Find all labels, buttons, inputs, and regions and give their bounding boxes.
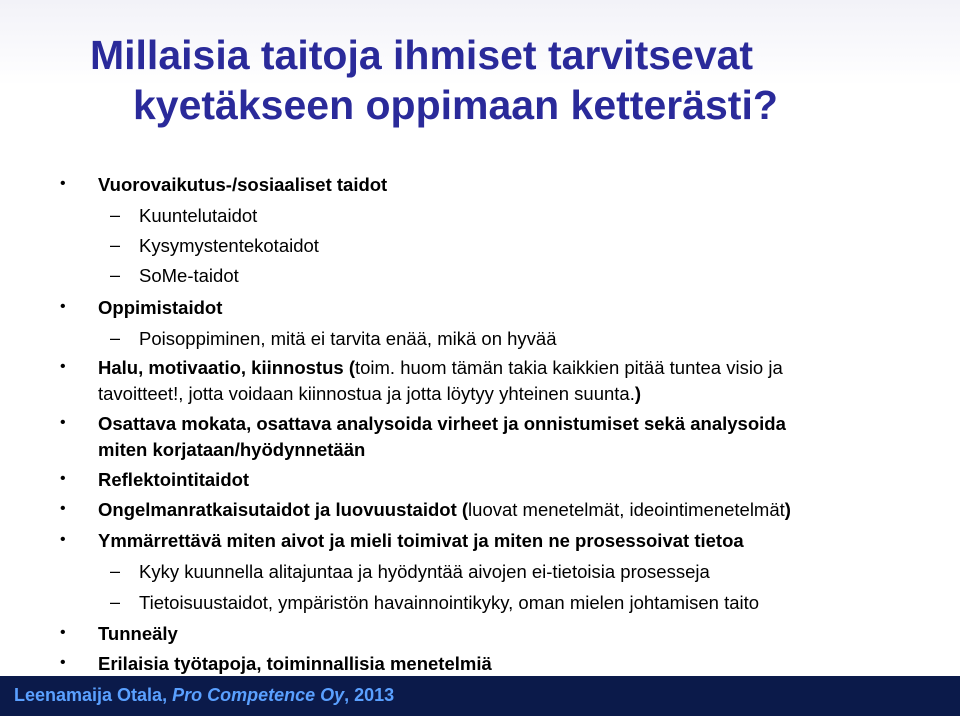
bullet-icon: • xyxy=(60,414,66,431)
sub-item-text: Poisoppiminen, mitä ei tarvita enää, mikä on hyvää xyxy=(139,328,557,349)
list-item-text xyxy=(98,383,641,405)
motivation-note-line-2: tavoitteet!, jotta voidaan kiinnostua ja jotta löytyy yhteinen suunta. xyxy=(98,383,635,404)
bullet-icon: • xyxy=(60,175,66,192)
motivation-bold: Halu, motivaatio, kiinnostus ( xyxy=(98,357,355,378)
list-item-text xyxy=(98,499,791,521)
bullet-icon: • xyxy=(60,358,66,375)
slide-title xyxy=(90,30,778,130)
list-item-text: miten korjataan/hyödynnetään xyxy=(98,439,366,460)
footer-bar xyxy=(0,676,960,716)
dash-icon: – xyxy=(110,235,121,255)
sub-item-text: Tietoisuustaidot, ympäristön havainnointikyky, oman mielen johtamisen taito xyxy=(139,592,760,613)
dash-icon: – xyxy=(110,205,121,225)
title-line-1: Millaisia taitoja ihmiset tarvitsevat xyxy=(90,32,754,78)
list-item-text xyxy=(98,357,783,379)
bullet-icon: • xyxy=(60,531,66,548)
dash-icon: – xyxy=(110,561,121,581)
list-item-text: Osattava mokata, osattava analysoida virheet ja onnistumiset sekä analysoida xyxy=(98,413,786,434)
problem-solving-note: luovat menetelmät, ideointimenetelmät xyxy=(468,499,785,520)
sub-item-text: Kysymystentekotaidot xyxy=(139,235,319,256)
motivation-note-line-1: toim. huom tämän takia kaikkien pitää tuntea visio ja xyxy=(354,357,783,378)
footer-author: Leenamaija Otala, xyxy=(14,685,173,705)
dash-icon: – xyxy=(110,265,121,285)
motivation-bold-end: ) xyxy=(634,383,642,404)
dash-icon: – xyxy=(110,328,121,348)
list-item-text: Vuorovaikutus-/sosiaaliset taidot xyxy=(98,174,388,195)
problem-solving-bold: Ongelmanratkaisutaidot ja luovuustaidot ( xyxy=(98,499,469,520)
list-item-text: Ymmärrettävä miten aivot ja mieli toimivat ja miten ne prosessoivat tietoa xyxy=(98,530,744,551)
bullet-icon: • xyxy=(60,470,66,487)
bullet-icon: • xyxy=(60,624,66,641)
list-item-text: Erilaisia työtapoja, toiminnallisia menetelmiä xyxy=(98,653,492,674)
title-line-2: kyetäkseen oppimaan ketterästi? xyxy=(133,82,778,128)
list-item-text: Reflektointitaidot xyxy=(98,469,250,490)
dash-icon: – xyxy=(110,592,121,612)
bullet-icon: • xyxy=(60,298,66,315)
footer-company: Pro Competence Oy xyxy=(172,685,345,705)
sub-item-text: Kuuntelutaidot xyxy=(139,205,258,226)
bullet-icon: • xyxy=(60,500,66,517)
problem-solving-bold-end: ) xyxy=(784,499,791,520)
footer-credit xyxy=(14,685,394,706)
list-item-text: Oppimistaidot xyxy=(98,297,223,318)
sub-item-text: SoMe-taidot xyxy=(139,265,239,286)
sub-item-text: Kyky kuunnella alitajuntaa ja hyödyntää aivojen ei-tietoisia prosesseja xyxy=(139,561,710,582)
bullet-icon: • xyxy=(60,654,66,671)
footer-year: , 2013 xyxy=(344,685,395,705)
list-item-text: Tunneäly xyxy=(98,623,178,644)
